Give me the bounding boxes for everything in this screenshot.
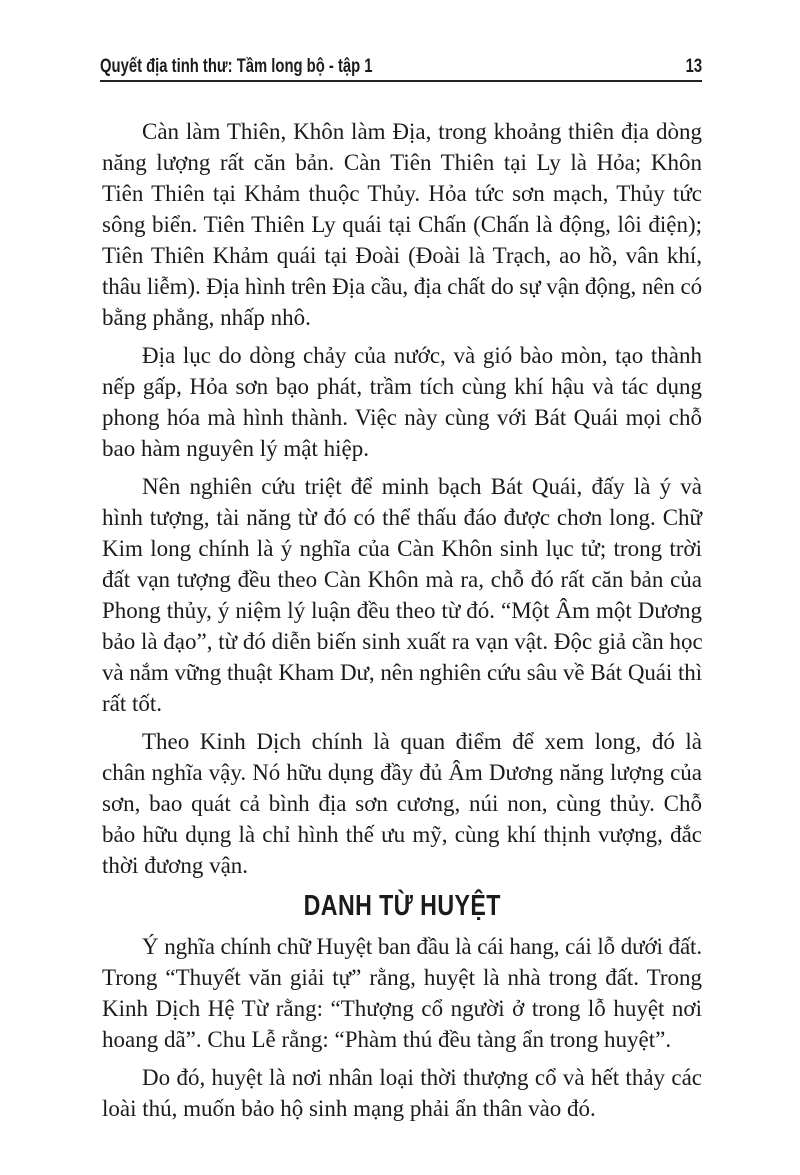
- paragraph: [102, 471, 702, 719]
- text-line: rất tốt.: [102, 691, 163, 716]
- page-number: 13: [685, 56, 702, 77]
- text-line: Kinh Dịch Hệ Từ rằng: “Thượng cổ người ở trong lỗ huyệt nơi: [102, 996, 702, 1021]
- book-title: Quyết địa tinh thư: Tầm long bộ - tập 1: [100, 56, 373, 77]
- text-line: loài thú, muốn bảo hộ sinh mạng phải ẩn thân vào đó.: [102, 1096, 596, 1121]
- paragraph: [102, 726, 702, 881]
- text-line: sơn, bao quát cả bình địa sơn cương, núi non, cùng thủy. Chỗ: [102, 791, 702, 816]
- text-line: bảo là đạo”, từ đó diễn biến sinh xuất ra vạn vật. Độc giả cần học: [102, 629, 703, 654]
- text-line: và nắm vững thuật Kham Dư, nên nghiên cứu sâu về Bát Quái thì: [102, 660, 702, 685]
- text-line: Do đó, huyệt là nơi nhân loại thời thượng cổ và hết thảy các: [142, 1065, 702, 1090]
- text-line: nếp gấp, Hỏa sơn bạo phát, trầm tích cùng khí hậu và tác dụng: [102, 374, 702, 399]
- header-rule: [100, 80, 702, 82]
- text-line: bao hàm nguyên lý mật hiệp.: [102, 436, 369, 461]
- text-line: Ý nghĩa chính chữ Huyệt ban đầu là cái hang, cái lỗ dưới đất.: [142, 934, 702, 959]
- text-line: Tiên Thiên Khảm quái tại Đoài (Đoài là Trạch, ao hồ, vân khí,: [102, 243, 702, 268]
- text-line: năng lượng rất căn bản. Càn Tiên Thiên tại Ly là Hỏa; Khôn: [102, 150, 702, 175]
- body-text: [102, 116, 702, 1131]
- text-line: phong hóa mà hình thành. Việc này cùng với Bát Quái mọi chỗ: [102, 405, 702, 430]
- text-line: sông biển. Tiên Thiên Ly quái tại Chấn (Chấn là động, lôi điện);: [102, 212, 702, 237]
- text-line: bảo hữu dụng là chỉ hình thế ưu mỹ, cùng khí thịnh vượng, đắc: [102, 822, 702, 847]
- text-line: thâu liễm). Địa hình trên Địa cầu, địa chất do sự vận động, nên có: [102, 274, 702, 299]
- text-line: Phong thủy, ý niệm lý luận đều theo từ đó. “Một Âm một Dương: [102, 598, 702, 623]
- paragraph: [102, 931, 702, 1055]
- text-line: Nên nghiên cứu triệt để minh bạch Bát Quái, đấy là ý và: [142, 474, 702, 499]
- text-line: Kim long chính là ý nghĩa của Càn Khôn sinh lục tử; trong trời: [102, 536, 702, 561]
- text-line: Tiên Thiên tại Khảm thuộc Thủy. Hỏa tức sơn mạch, Thủy tức: [102, 181, 702, 206]
- text-line: đất vạn tượng đều theo Càn Khôn mà ra, chỗ đó rất căn bản của: [102, 567, 702, 592]
- text-line: chân nghĩa vậy. Nó hữu dụng đầy đủ Âm Dương năng lượng của: [102, 760, 702, 785]
- paragraph: [102, 1062, 702, 1124]
- running-header: [100, 54, 702, 80]
- text-line: thời đương vận.: [102, 853, 249, 878]
- text-line: bằng phẳng, nhấp nhô.: [102, 305, 311, 330]
- text-line: Trong “Thuyết văn giải tự” rằng, huyệt là nhà trong đất. Trong: [102, 965, 702, 990]
- section-heading-text: DANH TỪ HUYỆT: [303, 890, 501, 922]
- section-heading: [102, 881, 702, 931]
- text-line: Địa lục do dòng chảy của nước, và gió bào mòn, tạo thành: [142, 343, 702, 368]
- paragraph: [102, 340, 702, 464]
- text-line: Theo Kinh Dịch chính là quan điểm để xem long, đó là: [142, 729, 702, 754]
- text-line: hình tượng, tài năng từ đó có thể thấu đáo được chơn long. Chữ: [102, 505, 702, 530]
- text-line: Càn làm Thiên, Khôn làm Địa, trong khoảng thiên địa dòng: [142, 119, 702, 144]
- text-line: hoang dã”. Chu Lễ rằng: “Phàm thú đều tàng ẩn trong huyệt”.: [102, 1027, 672, 1052]
- paragraph: [102, 116, 702, 333]
